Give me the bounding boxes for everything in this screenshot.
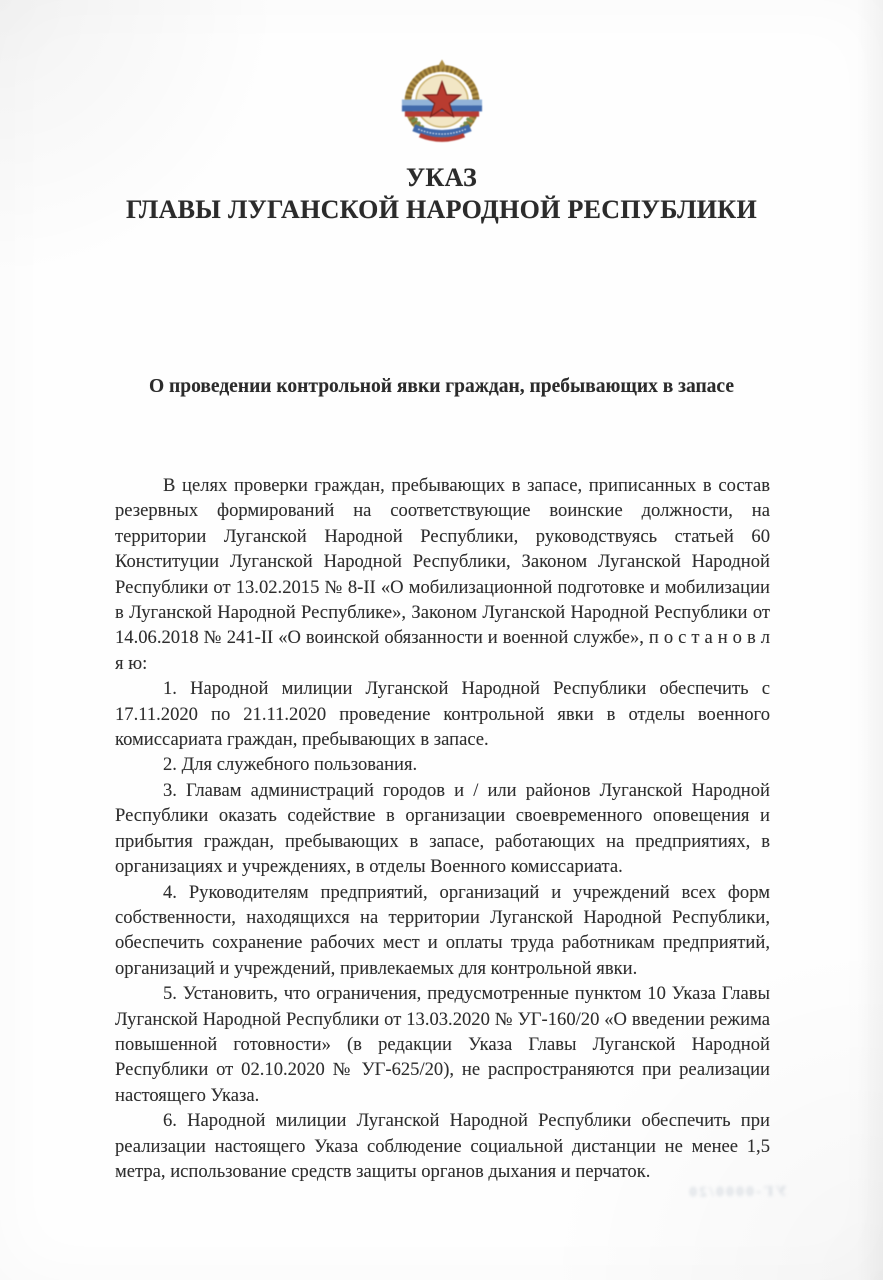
flag-band-red bbox=[404, 111, 478, 116]
decree-item-3: 3. Главам администраций городов и / или районов Луганской Народной Республики оказать содействие в организации своевременного оповещения и прибытия граждан, пребывающих в запасе, работающих на предприятиях, в организациях и учреждениях, в отделы Военного комиссариата. bbox=[115, 779, 770, 878]
decree-item-6: 6. Народной милиции Луганской Народной Республики обеспечить при реализации настоящего Указа соблюдение социальной дистанции не менее 1,5 метра, использование средств защиты органов дыхания и перчаток. bbox=[115, 1110, 770, 1182]
decree-preamble: В целях проверки граждан, пребывающих в запасе, приписанных в состав резервных формирований на соответствующие воинские должности, на территории Луганской Народной Республики, руководствуясь статьей 60 Конституции Луганской Народной Республики, Законом Луганской Народной Республики от 13.02.2015 № 8-II «О мобилизационной подготовке и мобилизации в Луганской Народной Республике», Законом Луганской Народной Республики от 14.06.2018 № 241-II «О воинской обязанности и военной службе», п о с т а н о в л я ю: bbox=[115, 475, 770, 674]
decree-type-label: УКАЗ bbox=[406, 163, 477, 192]
lnr-coat-of-arms-icon bbox=[394, 58, 490, 150]
decree-subject: О проведении контрольной явки граждан, пребывающих в запасе bbox=[149, 376, 734, 397]
decree-title-block bbox=[0, 162, 883, 226]
bleed-through-text: УГ-0000/20 bbox=[687, 1183, 788, 1201]
decree-body bbox=[115, 473, 770, 1184]
decree-item-2: 2. Для служебного пользования. bbox=[163, 754, 418, 776]
emblem-container bbox=[0, 0, 883, 150]
decree-item-4: 4. Руководителям предприятий, организаций и учреждений всех форм собственности, находящихся на территории Луганской Народной Республики, обеспечить сохранение рабочих мест и оплаты труда работникам предприятий, организаций и учреждений, привлекаемых для контрольной явки. bbox=[115, 881, 770, 979]
decree-issuer-line: ГЛАВЫ ЛУГАНСКОЙ НАРОДНОЙ РЕСПУБЛИКИ bbox=[126, 195, 757, 224]
decree-item-5: 5. Установить, что ограничения, предусмотренные пунктом 10 Указа Главы Луганской Народной Республики от 13.03.2020 № УГ-160/20 «О введении режима повышенной готовности» (в редакции Указа Главы Луганской Народной Республики от 02.10.2020 № УГ-625/20), не распространяются при реализации настоящего Указа. bbox=[115, 983, 770, 1106]
decree-item-1: 1. Народной милиции Луганской Народной Республики обеспечить с 17.11.2020 по 21.11.2020 проведение контрольной явки в отделы военного комиссариата граждан, пребывающих в запасе. bbox=[115, 678, 770, 751]
